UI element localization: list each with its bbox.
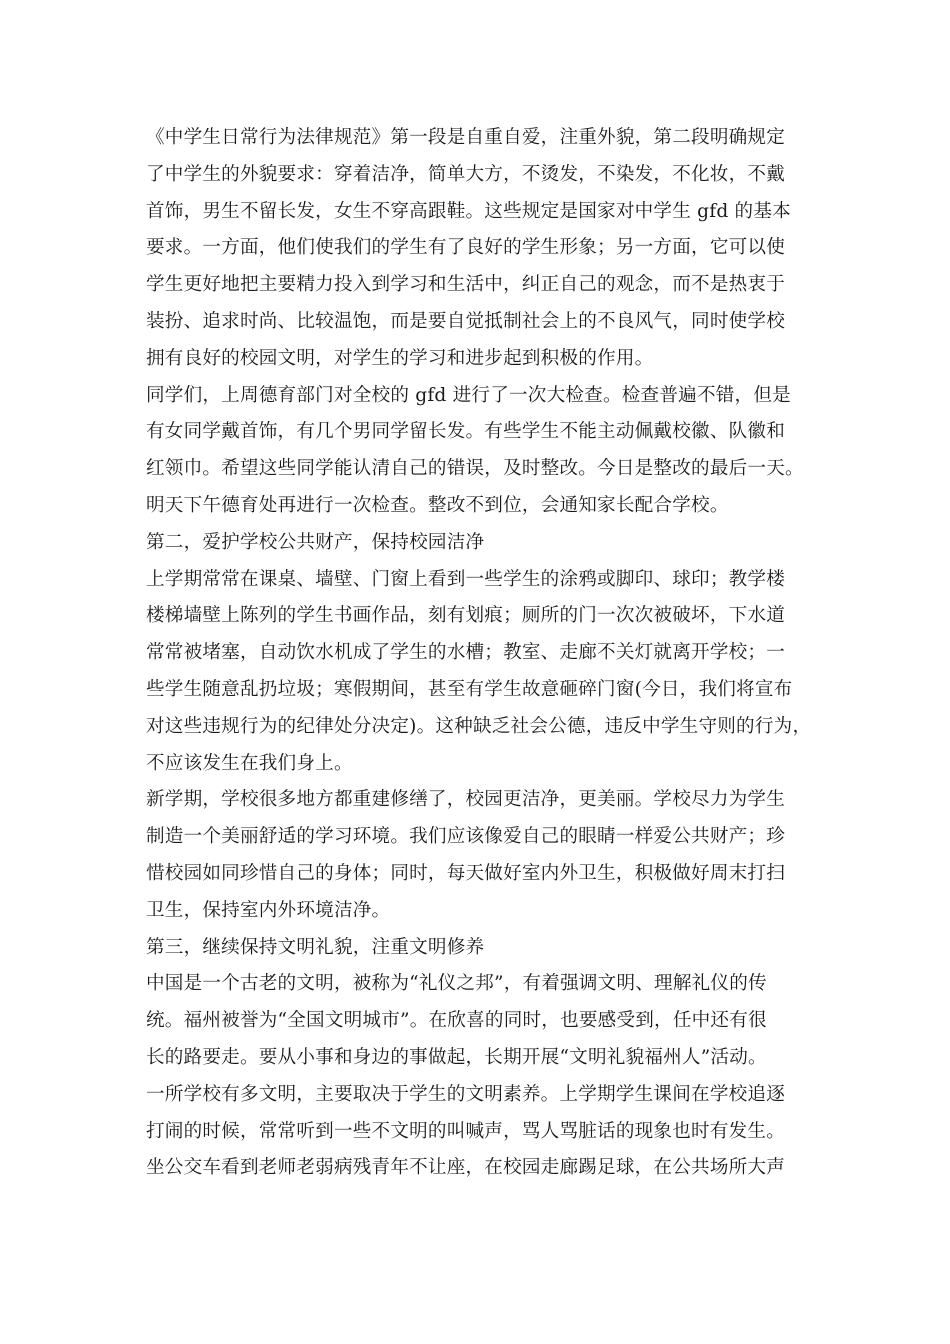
text-line: 同学们，上周德育部门对全校的 gfd 进行了一次大检查。检查普遍不错，但是 xyxy=(146,384,791,406)
text-line: 《中学生日常行为法律规范》第一段是自重自爱，注重外貌，第二段明确规定 xyxy=(146,127,785,148)
text-line: 卫生，保持室内外环境洁净。 xyxy=(146,899,391,921)
document-body xyxy=(146,120,814,1187)
text-line: 首饰，男生不留长发，女生不穿高跟鞋。这些规定是国家对中学生 gfd 的基本 xyxy=(146,200,791,222)
text-line: 红领巾。希望这些同学能认清自己的错误，及时整改。今日是整改的最后一天。 xyxy=(146,458,804,480)
text-line: 了中学生的外貌要求：穿着洁净，简单大方，不烫发，不染发，不化妆，不戴 xyxy=(146,163,785,185)
text-line: 中国是一个古老的文明，被称为“礼仪之邦”，有着强调文明、理解礼仪的传 xyxy=(146,973,767,995)
text-line: 拥有良好的校园文明，对学生的学习和进步起到积极的作用。 xyxy=(146,347,654,369)
text-line: 上学期常常在课桌、墙壁、门窗上看到一些学生的涂鸦或脚印、球印；教学楼 xyxy=(146,568,785,590)
text-line: 些学生随意乱扔垃圾；寒假期间，甚至有学生故意砸碎门窗(今日，我们将宣布 xyxy=(146,678,793,700)
text-line: 一所学校有多文明，主要取决于学生的文明素养。上学期学生课间在学校追逐 xyxy=(146,1083,785,1105)
text-line: 装扮、追求时尚、比较温饱，而是要自觉抵制社会上的不良风气，同时使学校 xyxy=(146,310,785,332)
text-line: 有女同学戴首饰，有几个男同学留长发。有些学生不能主动佩戴校徽、队徽和 xyxy=(146,421,785,443)
section-heading: 第二，爱护学校公共财产，保持校园洁净 xyxy=(146,531,485,553)
text-line: 长的路要走。要从小事和身边的事做起，长期开展“文明礼貌福州人”活动。 xyxy=(146,1046,767,1068)
text-line: 常常被堵塞，自动饮水机成了学生的水槽；教室、走廊不关灯就离开学校；一 xyxy=(146,642,785,664)
text-line: 坐公交车看到老师老弱病残青年不让座，在校园走廊踢足球，在公共场所大声 xyxy=(146,1157,785,1179)
text-line: 不应该发生在我们身上。 xyxy=(146,752,353,774)
text-line: 楼梯墙壁上陈列的学生书画作品，刻有划痕；厕所的门一次次被破坏，下水道 xyxy=(146,605,785,627)
text-line: 制造一个美丽舒适的学习环境。我们应该像爱自己的眼睛一样爱公共财产；珍 xyxy=(146,826,785,848)
text-line: 学生更好地把主要精力投入到学习和生活中，纠正自己的观念，而不是热衷于 xyxy=(146,274,785,296)
text-line: 新学期，学校很多地方都重建修缮了，校园更洁净，更美丽。学校尽力为学生 xyxy=(146,789,785,811)
text-line: 打闹的时候，常常听到一些不文明的叫喊声，骂人骂脏话的现象也时有发生。 xyxy=(146,1120,785,1142)
text-line: 统。福州被誉为“全国文明城市”。在欣喜的同时，也要感受到，任中还有很 xyxy=(146,1010,767,1032)
text-line: 对这些违规行为的纪律处分决定)。这种缺乏社会公德，违反中学生守则的行为， xyxy=(146,715,812,737)
text-line: 惜校园如同珍惜自己的身体；同时，每天做好室内外卫生，积极做好周末打扫 xyxy=(146,862,785,884)
text-line: 明天下午德育处再进行一次检查。整改不到位，会通知家长配合学校。 xyxy=(146,494,729,516)
section-heading: 第三，继续保持文明礼貌，注重文明修养 xyxy=(146,936,485,958)
text-line: 要求。一方面，他们使我们的学生有了良好的学生形象；另一方面，它可以使 xyxy=(146,237,785,259)
